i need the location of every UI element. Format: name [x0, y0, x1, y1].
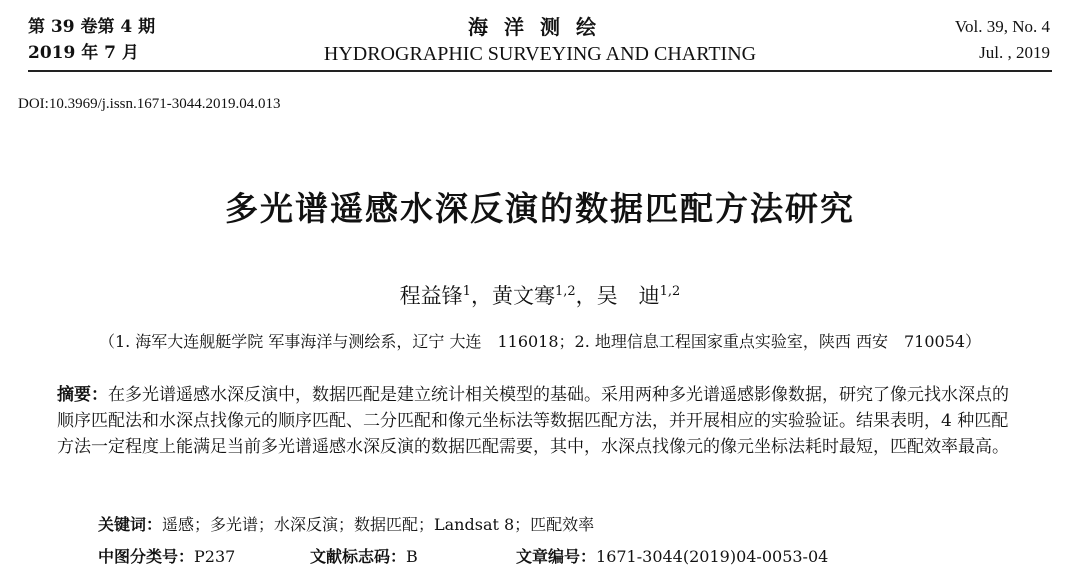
abstract-text: 在多光谱遥感水深反演中，数据匹配是建立统计相关模型的基础。采用两种多光谱遥感影像数据，研究了像元找水深点的顺序匹配法和水深点找像元的顺序匹配、二分匹配和像元坐标法等数据匹配方法，并开展相应的实验验证。结果表明，4 种匹配方法一定程度上能满足当前多光谱遥感水深反演的数据匹配需要，其中，水深点找像元的像元坐标法耗时最短，匹配效率最高。: [57, 385, 1009, 457]
author-affiliation-mark: 1: [462, 284, 471, 299]
abstract-label: 摘要：: [57, 385, 108, 405]
clc-label: 中图分类号：: [98, 547, 195, 566]
author-separator: ，: [575, 284, 597, 308]
author-name: 黄文骞: [491, 284, 555, 308]
volume-en: Vol. 39, No. 4: [954, 17, 1050, 36]
abstract: [57, 382, 1025, 460]
author-name: 程益锋: [399, 284, 463, 308]
keywords-text: 遥感；多光谱；水深反演；数据匹配；Landsat 8；匹配效率: [162, 515, 595, 534]
article-no-label: 文章编号：: [516, 547, 597, 566]
author-name: 吴 迪: [596, 284, 660, 308]
doc-code-label: 文献标志码：: [310, 547, 407, 566]
clc-number: [98, 544, 310, 567]
journal-header: [0, 14, 1080, 68]
journal-name-en: HYDROGRAPHIC SURVEYING AND CHARTING: [323, 43, 757, 65]
journal-name-cn: 海洋测绘: [468, 15, 612, 39]
author-affiliation-mark: 1,2: [659, 284, 681, 299]
affiliations: （1. 海军大连舰艇学院 军事海洋与测绘系，辽宁 大连 116018；2. 地理信息工程国家重点实验室，陕西 西安 710054）: [98, 332, 982, 351]
header-rule: [28, 70, 1052, 72]
document-code: [310, 544, 516, 567]
doc-code-value: B: [406, 547, 418, 566]
author-affiliation-mark: 1,2: [554, 284, 576, 299]
clc-value: P237: [194, 547, 236, 566]
keywords-label: 关键词：: [98, 515, 163, 534]
issue-cn: 第 39 卷第 4 期: [28, 17, 156, 37]
doi-link[interactable]: DOI:10.3969/j.issn.1671-3044.2019.04.013: [18, 96, 281, 112]
article-number: [516, 544, 828, 567]
date-cn: 2019 年 7 月: [28, 43, 139, 63]
date-en: Jul. , 2019: [979, 43, 1050, 62]
volume-info: [955, 14, 1050, 66]
author-separator: ，: [470, 284, 492, 308]
author-list: [0, 280, 1080, 310]
keywords: [98, 512, 594, 535]
article-no-value: 1671-3044(2019)04-0053-04: [596, 547, 829, 566]
paper-title: 多光谱遥感水深反演的数据匹配方法研究: [225, 189, 855, 228]
classification-row: [98, 544, 1058, 567]
